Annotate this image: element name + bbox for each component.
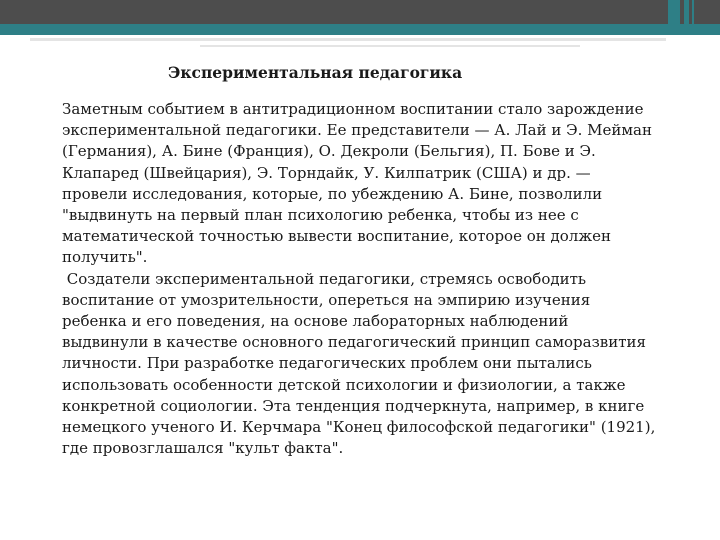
body-line: выдвинули в качестве основного педагогический принцип саморазвития: [62, 333, 646, 352]
header-band-teal: [0, 24, 720, 35]
header-accent-stripe: [692, 0, 694, 24]
body-line: ребенка и его поведения, на основе лабораторных наблюдений: [62, 312, 569, 331]
body-line: математической точностью вывести воспитание, которое он должен: [62, 227, 611, 246]
slide-title: Экспериментальная педагогика: [168, 63, 463, 82]
body-line: получить".: [62, 248, 148, 267]
body-line: воспитание от умозрительности, опереться на эмпирию изучения: [62, 290, 591, 309]
body-line: провели исследования, которые, по убеждению А. Бине, позволили: [62, 184, 603, 203]
body-line: где провозглашался "культ факта".: [62, 439, 344, 458]
body-line: экспериментальной педагогики. Ее представители — А. Лай и Э. Мейман: [62, 121, 653, 140]
body-line: личности. При разработке педагогических проблем они пытались: [62, 354, 592, 373]
body-line: Создатели экспериментальной педагогики, стремясь освободить: [62, 269, 587, 288]
header-accent-stripe: [668, 0, 680, 24]
body-line: "выдвинуть на первый план психологию ребенка, чтобы из нее с: [62, 206, 579, 225]
header-rule: [30, 38, 666, 41]
body-line: использовать особенности детской психологии и физиологии, а также: [62, 375, 626, 394]
header-band-dark: [0, 0, 720, 24]
header-accent-stripe: [684, 0, 689, 24]
body-line: конкретной социологии. Эта тенденция подчеркнута, например, в книге: [62, 396, 645, 415]
slide-body: [62, 99, 702, 459]
body-line: Заметным событием в антитрадиционном воспитании стало зарождение: [62, 100, 644, 118]
body-line: немецкого ученого И. Керчмара "Конец философской педагогики" (1921),: [62, 418, 656, 437]
body-line: Клапаред (Швейцария), Э. Торндайк, У. Килпатрик (США) и др. —: [62, 163, 591, 182]
header-rule: [200, 45, 580, 47]
body-line: (Германия), А. Бине (Франция), О. Декроли (Бельгия), П. Бове и Э.: [62, 142, 596, 161]
